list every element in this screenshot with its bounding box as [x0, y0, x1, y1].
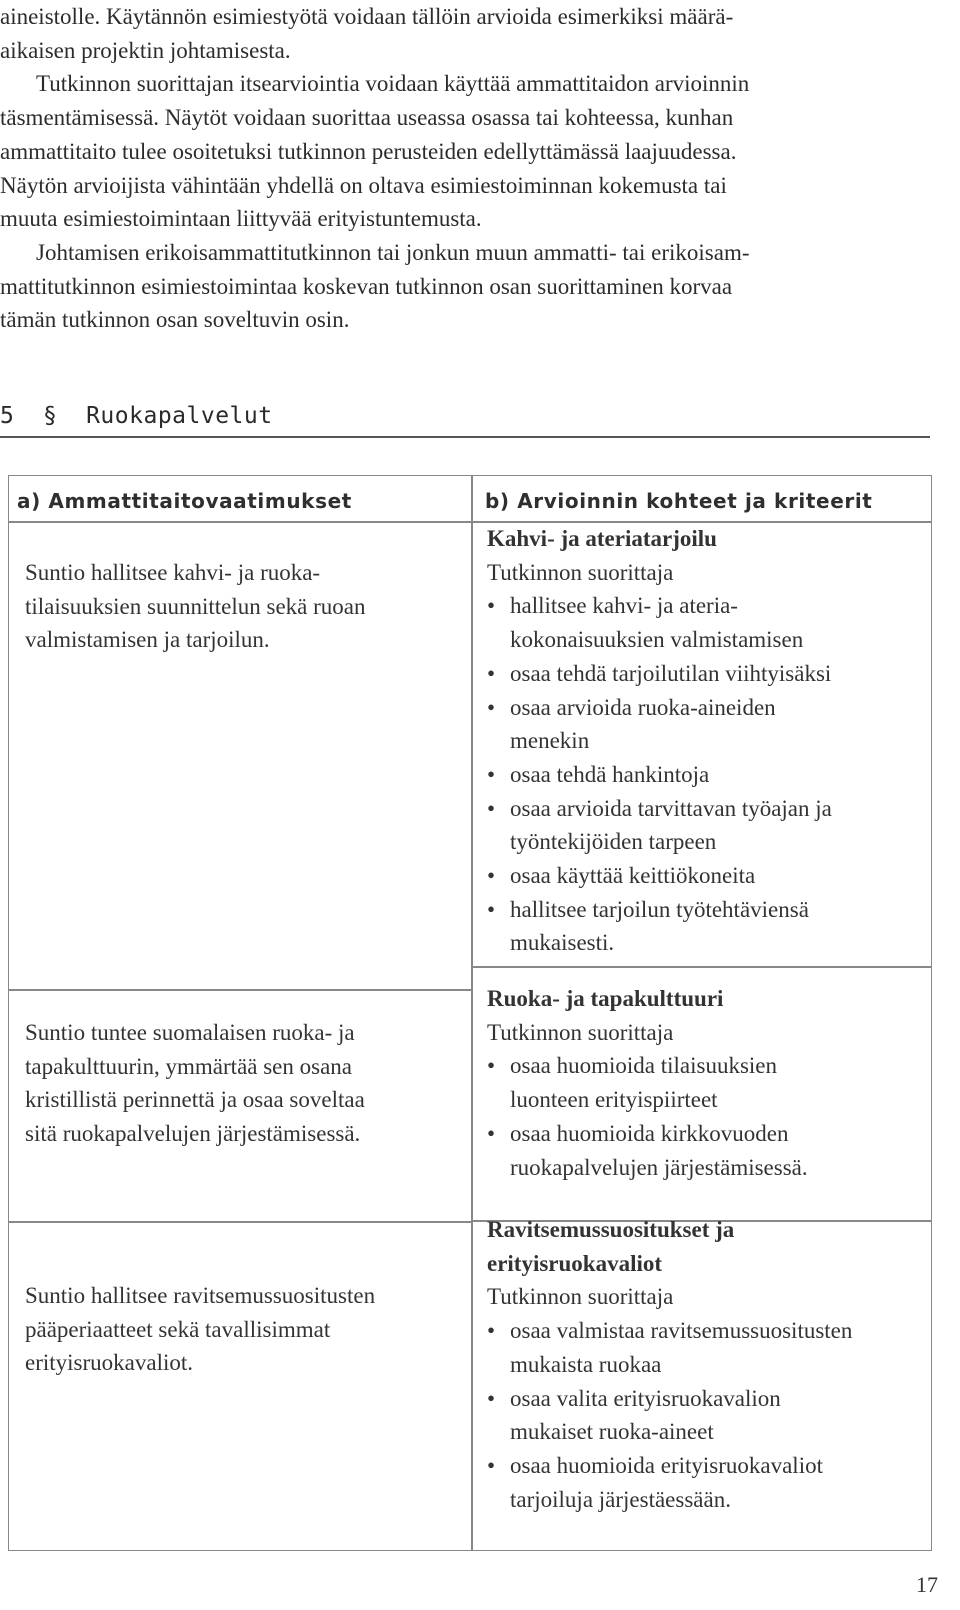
- intro-text: [0, 0, 940, 337]
- text-line: valmistamisen ja tarjoilun.: [25, 627, 270, 653]
- row-divider: [9, 989, 471, 991]
- section-heading: 5 § Ruokapalvelut: [0, 403, 273, 429]
- row-divider: [471, 966, 931, 968]
- text-line: Tutkinnon suorittajan itsearviointia voidaan käyttää ammattitaidon arvioinnin: [36, 71, 750, 97]
- text-line: aikaisen projektin johtamisesta.: [0, 37, 291, 63]
- text-line: Suntio hallitsee ravitsemussuositusten: [25, 1283, 376, 1308]
- text-line: tapakulttuurin, ymmärtää sen osana: [25, 1053, 353, 1079]
- text-line: Näytön arvioijista vähintään yhdellä on oltava esimiestoiminnan kokemusta tai: [0, 172, 727, 198]
- list-item: • osaa arvioida ruoka-aineiden menekin: [487, 691, 927, 758]
- text-line: pääperiaatteet sekä tavallisimmat: [25, 1316, 331, 1342]
- text-line: Johtamisen erikoisammattitutkinnon tai jonkun muun ammatti- tai erikoisam-: [36, 239, 750, 265]
- criteria-list: [487, 1314, 927, 1516]
- row3-criteria: [487, 1213, 927, 1516]
- list-item: • osaa valmistaa ravitsemussuositusten mukaista ruokaa: [487, 1314, 927, 1381]
- criteria-subject: Tutkinnon suorittaja: [487, 559, 674, 585]
- intro-paragraph-1: [0, 0, 940, 67]
- criteria-list: [487, 589, 927, 960]
- competence-table: [8, 475, 932, 1551]
- intro-paragraph-2: [0, 67, 940, 236]
- list-item: • osaa arvioida tarvittavan työajan ja työntekijöiden tarpeen: [487, 792, 927, 859]
- list-item: • osaa tehdä tarjoilutilan viihtyisäksi: [487, 657, 927, 691]
- list-item: • osaa huomioida tilaisuuksien luonteen erityispiirteet: [487, 1049, 927, 1116]
- page-number: 17: [916, 1572, 938, 1597]
- text-line: Suntio hallitsee kahvi- ja ruoka-: [25, 560, 321, 585]
- criteria-title: Ravitsemussuositukset ja erityisruokavaliot: [487, 1217, 735, 1276]
- column-b-header: b) Arvioinnin kohteet ja kriteerit: [485, 489, 873, 513]
- row2-requirement: [25, 1016, 445, 1151]
- intro-paragraph-3: [0, 236, 940, 337]
- row3-requirement: [25, 1279, 445, 1380]
- list-item: • hallitsee kahvi- ja ateria- kokonaisuuksien valmistamisen: [487, 589, 927, 656]
- text-line: sitä ruokapalvelujen järjestämisessä.: [25, 1121, 361, 1147]
- column-a-header: a) Ammattitaitovaatimukset: [17, 489, 352, 513]
- text-line: aineistolle. Käytännön esimiestyötä voidaan tällöin arvioida esimerkiksi määrä-: [0, 4, 734, 29]
- list-item: • hallitsee tarjoilun työtehtäviensä mukaisesti.: [487, 893, 927, 960]
- list-item: • osaa tehdä hankintoja: [487, 758, 927, 792]
- text-line: ammattitaito tulee osoitetuksi tutkinnon perusteiden edellyttämässä laajuudessa.: [0, 138, 737, 164]
- section-divider: [0, 436, 930, 438]
- text-line: mattitutkinnon esimiestoimintaa koskevan tutkinnon osan suorittaminen korvaa: [0, 273, 733, 299]
- row1-requirement: [25, 556, 445, 657]
- row1-criteria: [487, 522, 927, 960]
- criteria-list: [487, 1049, 927, 1184]
- list-item: • osaa huomioida kirkkovuoden ruokapalvelujen järjestämisessä.: [487, 1117, 927, 1184]
- column-divider: [471, 476, 473, 1550]
- list-item: • osaa huomioida erityisruokavaliot tarjoiluja järjestäessään.: [487, 1449, 927, 1516]
- list-item: • osaa käyttää keittiökoneita: [487, 859, 927, 893]
- text-line: muuta esimiestoimintaan liittyvää erityistuntemusta.: [0, 206, 482, 232]
- text-line: erityisruokavaliot.: [25, 1350, 193, 1376]
- text-line: tilaisuuksien suunnittelun sekä ruoan: [25, 593, 366, 619]
- criteria-title: Ruoka- ja tapakulttuuri: [487, 986, 724, 1011]
- criteria-subject: Tutkinnon suorittaja: [487, 1019, 674, 1045]
- list-item: • osaa valita erityisruokavalion mukaiset ruoka-aineet: [487, 1382, 927, 1449]
- row-divider: [9, 1221, 471, 1223]
- text-line: täsmentämisessä. Näytöt voidaan suorittaa useassa osassa tai kohteessa, kunhan: [0, 105, 734, 131]
- text-line: tämän tutkinnon osan soveltuvin osin.: [0, 307, 350, 333]
- text-line: Suntio tuntee suomalaisen ruoka- ja: [25, 1020, 355, 1045]
- row2-criteria: [487, 982, 927, 1184]
- text-line: kristillistä perinnettä ja osaa soveltaa: [25, 1087, 365, 1113]
- criteria-subject: Tutkinnon suorittaja: [487, 1284, 674, 1310]
- criteria-title: Kahvi- ja ateriatarjoilu: [487, 526, 717, 551]
